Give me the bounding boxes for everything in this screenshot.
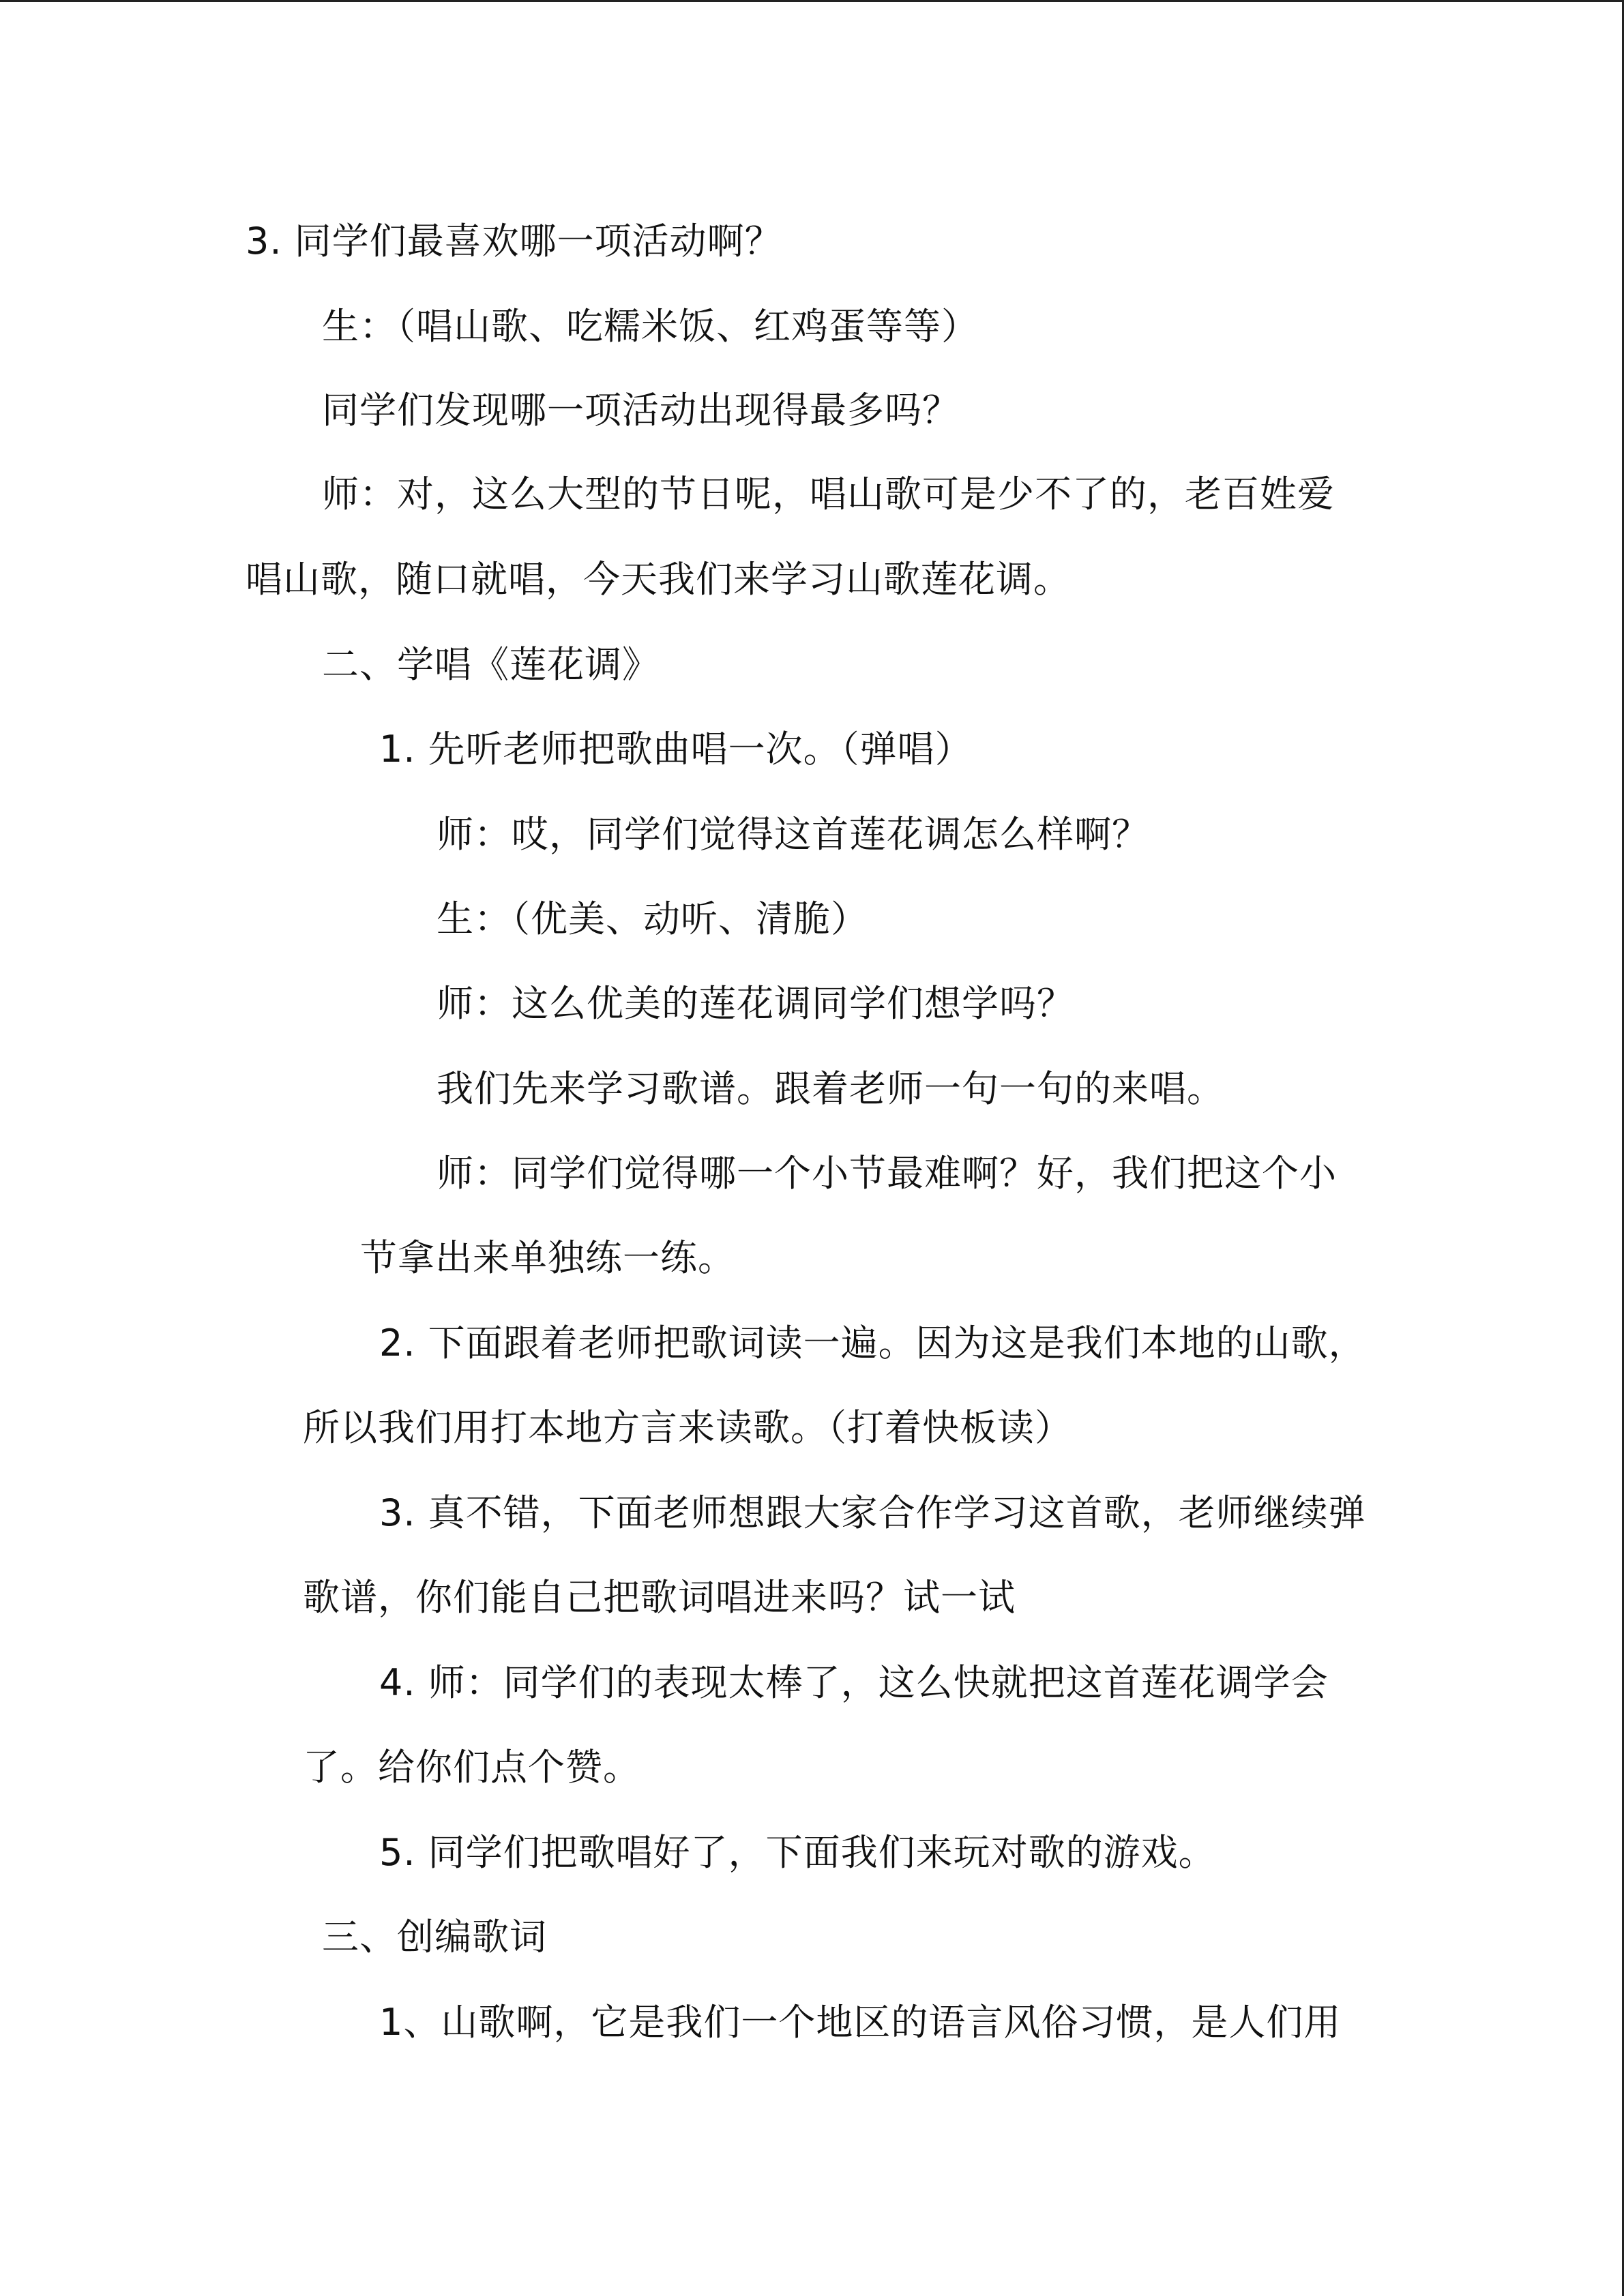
teacher-remark-line-1: 师：对，这么大型的节日呢，唱山歌可是少不了的，老百姓爱: [322, 473, 1335, 516]
question-most-frequent: 同学们发现哪一项活动出现得最多吗？: [322, 389, 960, 432]
step-2-line-2: 所以我们用打本地方言来读歌。（打着快板读）: [303, 1406, 1072, 1449]
step-5: 5. 同学们把歌唱好了，下面我们来玩对歌的游戏。: [379, 1831, 1216, 1874]
student-answer-activities: 生：（唱山歌、吃糯米饭、红鸡蛋等等）: [322, 305, 979, 348]
question-3: 3. 同学们最喜欢哪一项活动啊？: [246, 220, 782, 263]
step-4-line-1: 4. 师：同学们的表现太棒了，这么快就把这首莲花调学会: [379, 1661, 1329, 1704]
section-heading-2: 二、学唱《莲花调》: [322, 643, 660, 686]
teacher-question-opinion: 师：哎，同学们觉得这首莲花调怎么样啊？: [437, 813, 1149, 856]
step-1: 1. 先听老师把歌曲唱一次。（弹唱）: [379, 728, 973, 771]
student-answer-opinion: 生：（优美、动听、清脆）: [437, 897, 868, 940]
section-heading-3: 三、创编歌词: [322, 1915, 547, 1958]
top-border: [0, 0, 1624, 2]
teacher-hardest-measure-line-1: 师：同学们觉得哪一个小节最难啊？好，我们把这个小: [437, 1152, 1337, 1195]
section-3-item-1: 1、山歌啊，它是我们一个地区的语言风俗习惯，是人们用: [379, 2001, 1342, 2044]
teacher-question-learn: 师：这么优美的莲花调同学们想学吗？: [437, 982, 1074, 1025]
step-3-line-1: 3. 真不错，下面老师想跟大家合作学习这首歌，老师继续弹: [379, 1491, 1366, 1534]
step-2-line-1: 2. 下面跟着老师把歌词读一遍。因为这是我们本地的山歌，: [379, 1322, 1366, 1365]
step-4-line-2: 了。给你们点个赞。: [303, 1746, 640, 1789]
learn-score-line: 我们先来学习歌谱。跟着老师一句一句的来唱。: [437, 1067, 1224, 1110]
teacher-hardest-measure-line-2: 节拿出来单独练一练。: [360, 1236, 735, 1279]
step-3-line-2: 歌谱，你们能自己把歌词唱进来吗？试一试: [303, 1576, 1016, 1619]
teacher-remark-line-2: 唱山歌，随口就唱，今天我们来学习山歌莲花调。: [246, 558, 1071, 601]
